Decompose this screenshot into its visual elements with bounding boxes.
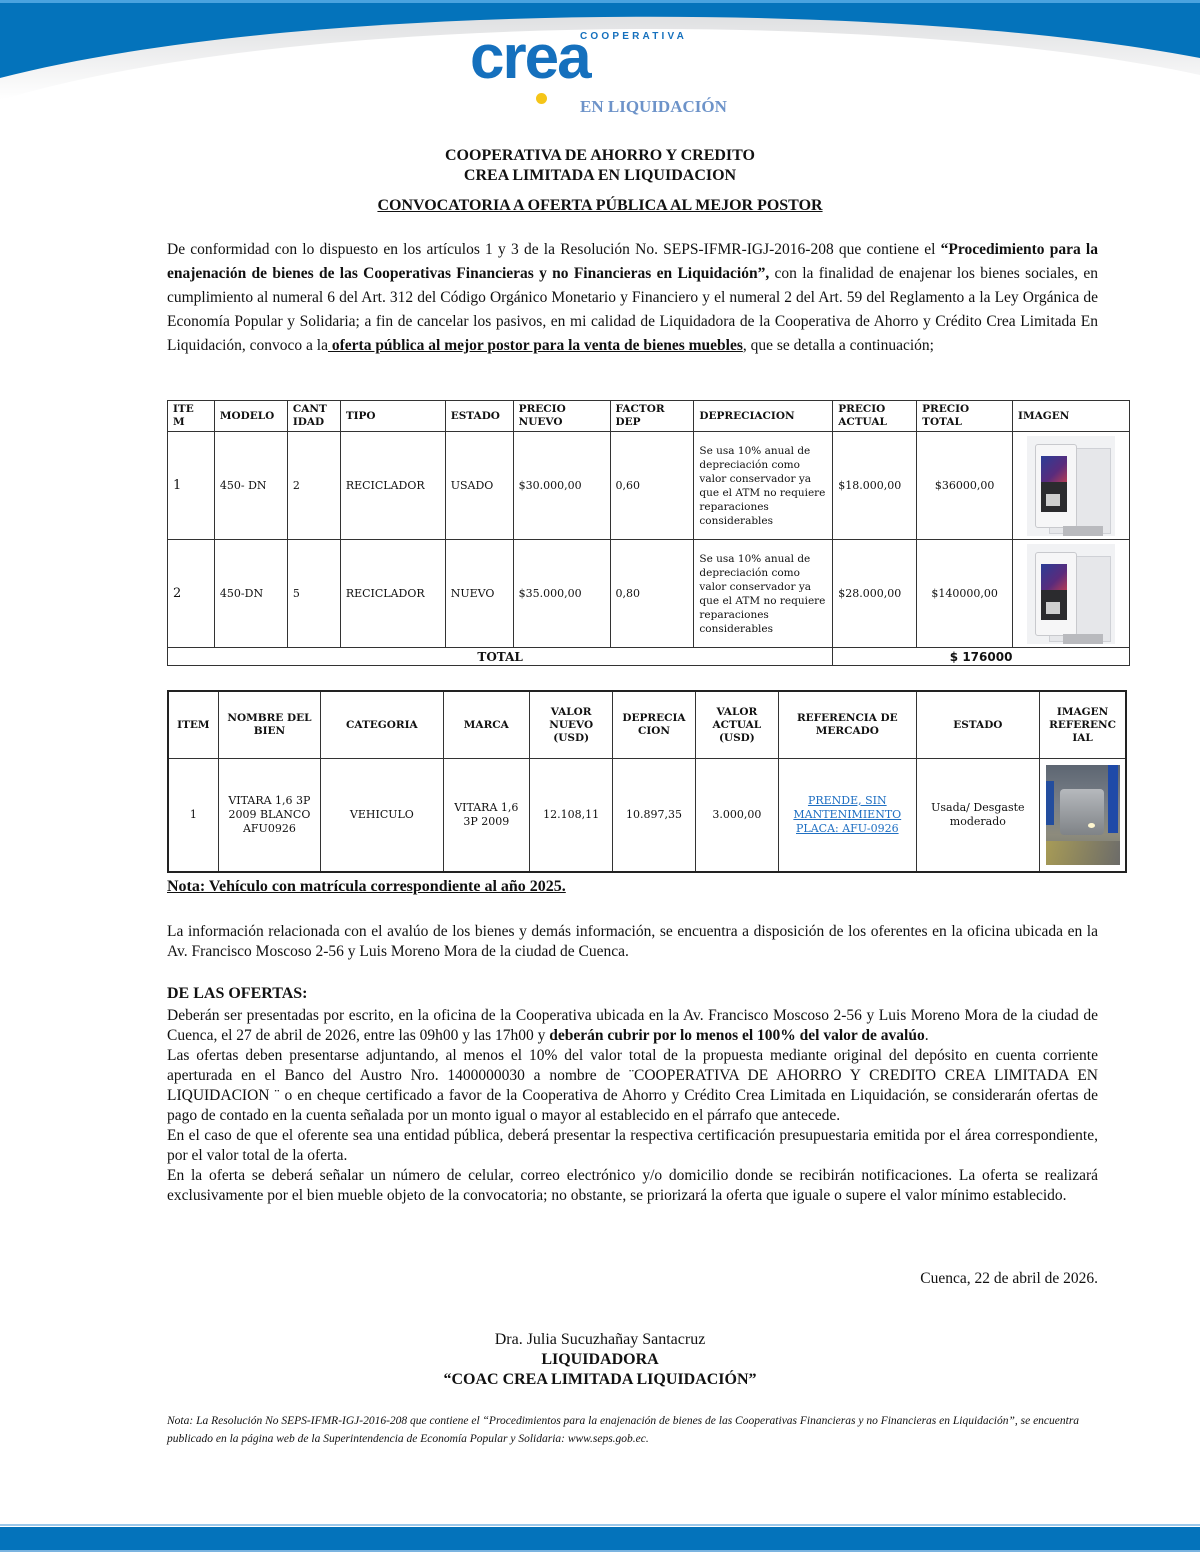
cell-modelo: 450-DN xyxy=(214,540,287,648)
ofertas-section xyxy=(167,1006,1098,1206)
cell-cantidad: 2 xyxy=(287,432,340,540)
col-header: VALOR NUEVO (USD) xyxy=(529,691,612,759)
col-header: CATEGORIA xyxy=(321,691,444,759)
col-header: ITEM xyxy=(168,691,218,759)
col-header: ESTADO xyxy=(445,401,513,432)
vehicle-image xyxy=(1046,765,1120,865)
cell-marca: VITARA 1,6 3P 2009 xyxy=(443,759,529,872)
atm-table xyxy=(167,400,1130,666)
cell-estado: Usada/ Desgaste moderado xyxy=(916,759,1040,872)
logo-brand-text: crea xyxy=(470,23,590,92)
vehicle-note: Nota: Vehículo con matrícula correspondiente al año 2025. xyxy=(167,878,566,895)
col-header: PRECIO NUEVO xyxy=(513,401,610,432)
ofertas-p1-end: . xyxy=(924,1027,929,1044)
market-reference-link[interactable]: PRENDE, SIN MANTENIMIENTO PLACA: AFU-0926 xyxy=(793,793,902,835)
intro-text-2: con la finalidad de enajenar los bienes sociales, en cumplimiento al numeral 6 del Art. 312 del Código Orgánico Monetario y Financiero y el numeral 2 del Art. 59 del Reglamento a la Ley Orgánica de Economía Popular y Solidaria; a fin de cancelar los pasivos, en mi calidad de Liquidadora de la Cooperativa de Ahorro y Crédito Crea Limitada En Liquidación, convoco a la xyxy=(167,265,1098,354)
cell-estado: USADO xyxy=(445,432,513,540)
intro-text-1: De conformidad con lo dispuesto en los artículos 1 y 3 de la Resolución No. SEPS-IFMR-IGJ-2016-208 que contiene el xyxy=(167,241,941,258)
footer-bar xyxy=(0,1527,1200,1550)
ofertas-paragraph-1 xyxy=(167,1006,1098,1046)
intro-text-3: , que se detalla a continuación; xyxy=(742,337,934,354)
intro-underlined: oferta pública al mejor postor para la venta de bienes muebles xyxy=(327,337,743,354)
table-row xyxy=(168,432,1130,540)
cell-item: 2 xyxy=(168,540,215,648)
ofertas-heading: DE LAS OFERTAS: xyxy=(167,985,308,1002)
ofertas-paragraph-4: En la oferta se deberá señalar un número de celular, correo electrónico y/o domicilio donde se recibirán notificaciones. La oferta se realizará exclusivamente por el bien mueble objeto de la convocatoria; no obstante, se priorizará la oferta que iguale o supere el valor mínimo establecido. xyxy=(167,1167,1098,1204)
cell-valor-nuevo: 12.108,11 xyxy=(529,759,612,872)
col-header: MODELO xyxy=(214,401,287,432)
intro-paragraph xyxy=(167,238,1098,358)
logo-subtitle: EN LIQUIDACIÓN xyxy=(580,97,727,116)
org-title-line2: CREA LIMITADA EN LIQUIDACION xyxy=(463,167,737,184)
footnote: Nota: La Resolución No SEPS-IFMR-IGJ-2016-208 que contiene el “Procedimientos para la enajenación de bienes de las Cooperativas Financieras y no Financieras en Liquidación”, se encuentra publicado en la página web de la Superintendencia de Economía Popular y Solidaria: www.seps.gob.ec. xyxy=(167,1415,1080,1445)
cell-depreciacion: Se usa 10% anual de depreciación como valor conservador ya que el ATM no requiere reparaciones considerables xyxy=(694,540,833,648)
atm-image xyxy=(1027,436,1115,536)
col-header: CANT IDAD xyxy=(287,401,340,432)
col-header: PRECIO ACTUAL xyxy=(833,401,917,432)
cell-precio-total: $140000,00 xyxy=(917,540,1013,648)
crea-logo xyxy=(470,23,740,125)
table-row xyxy=(168,540,1130,648)
col-header: ITE M xyxy=(168,401,215,432)
ofertas-paragraph-3: En el caso de que el oferente sea una entidad pública, deberá presentar la respectiva certificación presupuestaria emitida por el área correspondiente, por el valor total de la oferta. xyxy=(167,1127,1098,1164)
total-row xyxy=(168,648,1130,666)
col-header: NOMBRE DEL BIEN xyxy=(218,691,320,759)
cell-depreciacion: Se usa 10% anual de depreciación como valor conservador ya que el ATM no requiere reparaciones considerables xyxy=(694,432,833,540)
cell-estado: NUEVO xyxy=(445,540,513,648)
cell-referencia xyxy=(779,759,917,872)
cell-factor-dep: 0,80 xyxy=(610,540,694,648)
cell-nombre: VITARA 1,6 3P 2009 BLANCO AFU0926 xyxy=(218,759,320,872)
col-header: DEPRECIACION xyxy=(694,401,833,432)
date-line: Cuenca, 22 de abril de 2026. xyxy=(920,1270,1098,1287)
col-header: VALOR ACTUAL (USD) xyxy=(695,691,778,759)
atm-image xyxy=(1027,544,1115,644)
cell-depreciacion: 10.897,35 xyxy=(613,759,695,872)
col-header: IMAGEN xyxy=(1013,401,1130,432)
cell-modelo: 450- DN xyxy=(214,432,287,540)
info-paragraph: La información relacionada con el avalúo de los bienes y demás información, se encuentra a disposición de los oferentes en la oficina ubicada en la Av. Francisco Moscoso 2-56 y Luis Moreno Mora de la ciudad de Cuenca. xyxy=(167,923,1098,960)
col-header: IMAGEN REFERENC IAL xyxy=(1040,691,1126,759)
org-title xyxy=(0,146,1200,186)
cell-imagen xyxy=(1013,432,1130,540)
cell-precio-nuevo: $30.000,00 xyxy=(513,432,610,540)
col-header: MARCA xyxy=(443,691,529,759)
cell-imagen xyxy=(1040,759,1126,872)
col-header: FACTOR DEP xyxy=(610,401,694,432)
page-title: CONVOCATORIA A OFERTA PÚBLICA AL MEJOR POSTOR xyxy=(377,197,823,214)
cell-item: 1 xyxy=(168,759,218,872)
cell-factor-dep: 0,60 xyxy=(610,432,694,540)
cell-precio-total: $36000,00 xyxy=(917,432,1013,540)
cell-precio-actual: $18.000,00 xyxy=(833,432,917,540)
signature-block xyxy=(0,1330,1200,1390)
signer-role: LIQUIDADORA xyxy=(541,1351,659,1368)
col-header: TIPO xyxy=(340,401,445,432)
ofertas-paragraph-2: Las ofertas deben presentarse adjuntando, al menos el 10% del valor total de la propuesta mediante original del depósito en cuenta corriente aperturada en el Banco del Austro Nro. 1400000030 a nombre de ¨COOPERATIVA DE AHORRO Y CREDITO CREA LIMITADA EN LIQUIDACION ¨ o en cheque certificado a favor de la Cooperativa de Ahorro y Crédito Crea Limitada en Liquidación, se considerarán ofertas de pago de contado en la cuenta señalada por un monto igual o mayor al establecido en el párrafo que antecede. xyxy=(167,1047,1098,1124)
intro-bold-title: “Procedimiento para la enajenación de bienes de las Cooperativas Financieras y no Financieras en Liquidación”, xyxy=(167,241,1098,282)
cell-precio-nuevo: $35.000,00 xyxy=(513,540,610,648)
cell-item: 1 xyxy=(168,432,215,540)
cell-valor-actual: 3.000,00 xyxy=(695,759,778,872)
vehicle-table xyxy=(167,690,1127,873)
footer-line xyxy=(0,1524,1200,1526)
table-row xyxy=(168,759,1126,872)
signer-org: “COAC CREA LIMITADA LIQUIDACIÓN” xyxy=(443,1371,757,1388)
cell-tipo: RECICLADOR xyxy=(340,432,445,540)
cell-precio-actual: $28.000,00 xyxy=(833,540,917,648)
ofertas-p1-bold: deberán cubrir por lo menos el 100% del valor de avalúo xyxy=(549,1027,925,1044)
org-title-line1: COOPERATIVA DE AHORRO Y CREDITO xyxy=(445,147,755,164)
atm-table-header xyxy=(168,401,1130,432)
col-header: REFERENCIA DE MERCADO xyxy=(779,691,917,759)
logo-dot-icon xyxy=(536,93,547,104)
cell-imagen xyxy=(1013,540,1130,648)
logo-cooperativa-text: COOPERATIVA xyxy=(580,31,688,42)
signer-name: Dra. Julia Sucuzhañay Santacruz xyxy=(494,1331,706,1348)
ofertas-p1-text: Deberán ser presentadas por escrito, en la oficina de la Cooperativa ubicada en la Av. Francisco Moscoso 2-56 y Luis Moreno Mora de la ciudad de Cuenca, el 27 de abril de 2026, entre las 09h00 y las 17h00 y xyxy=(167,1007,1098,1044)
total-label: TOTAL xyxy=(168,648,833,666)
total-value: $ 176000 xyxy=(833,648,1130,666)
cell-categoria: VEHICULO xyxy=(321,759,444,872)
col-header: ESTADO xyxy=(916,691,1040,759)
col-header: PRECIO TOTAL xyxy=(917,401,1013,432)
vehicle-table-header xyxy=(168,691,1126,759)
col-header: DEPRECIA CION xyxy=(613,691,695,759)
cell-cantidad: 5 xyxy=(287,540,340,648)
cell-tipo: RECICLADOR xyxy=(340,540,445,648)
